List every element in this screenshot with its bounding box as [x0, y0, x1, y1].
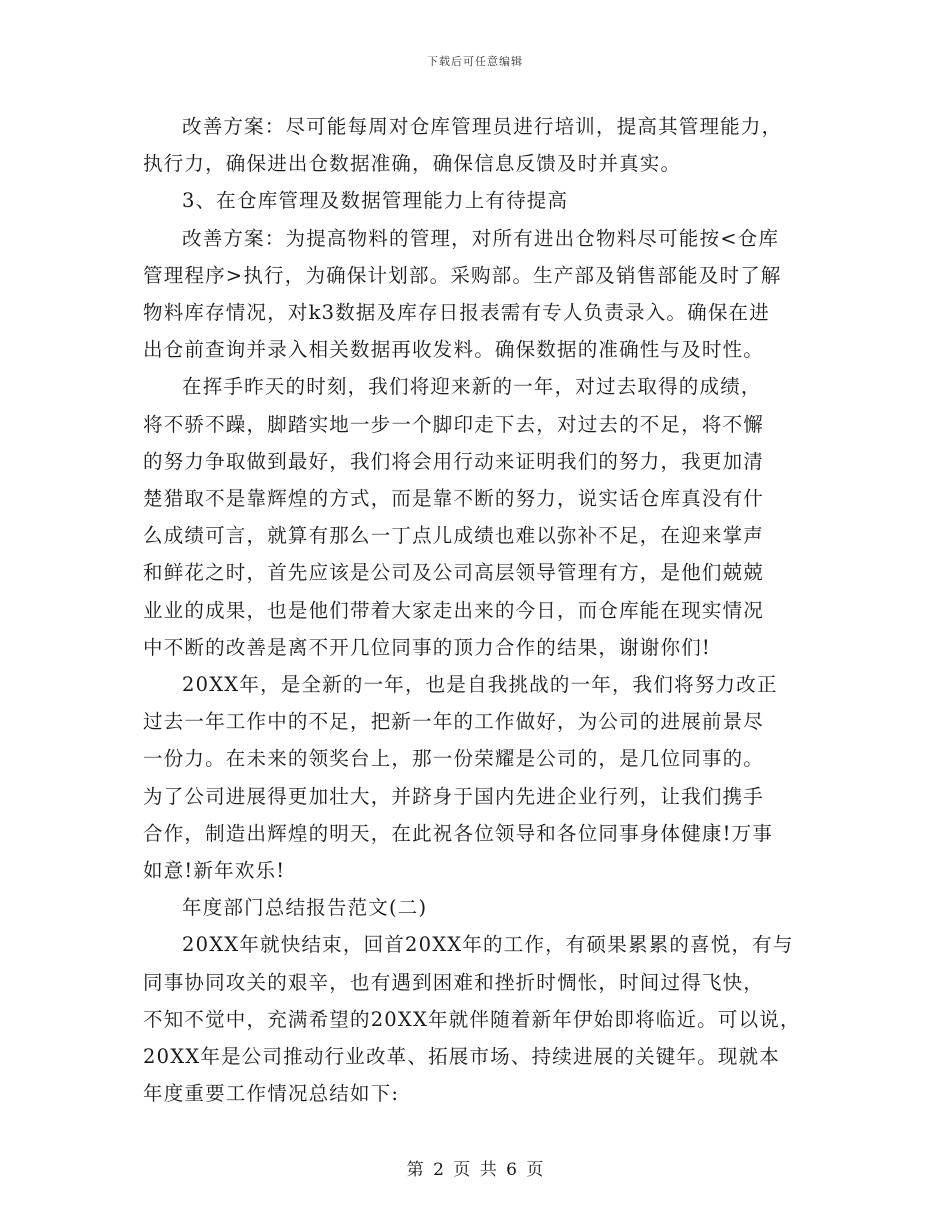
- paragraph: [143, 926, 811, 1112]
- text-line: 为了公司进展得更加壮大，并跻身于国内先进企业行列，让我们携手: [143, 784, 765, 808]
- text-line: 的努力争取做到最好，我们将会用行动来证明我们的努力，我更加清: [143, 449, 765, 473]
- text-line: 同事协同攻关的艰辛，也有遇到困难和挫折时惆怅，时间过得飞快，: [143, 970, 765, 994]
- text-line: 出仓前查询并录入相关数据再收发料。确保数据的准确性与及时性。: [143, 338, 765, 362]
- text-line: 20XX年，是全新的一年，也是自我挑战的一年，我们将努力改正: [182, 673, 778, 697]
- text-line: 年度重要工作情况总结如下:: [143, 1082, 400, 1106]
- text-line: 年度部门总结报告范文(二): [182, 896, 428, 920]
- text-line: 合作，制造出辉煌的明天，在此祝各位领导和各位同事身体健康!万事: [143, 821, 774, 845]
- text-line: 改善方案：为提高物料的管理，对所有进出仓物料尽可能按<仓库: [182, 226, 780, 250]
- text-line: 业业的成果，也是他们带着大家走出来的今日，而仓库能在现实情况: [143, 598, 765, 622]
- text-line: 执行力，确保进出仓数据准确，确保信息反馈及时并真实。: [143, 152, 682, 176]
- text-line: 20XX年就快结束，回首20XX年的工作，有硕果累累的喜悦，有与: [182, 933, 794, 957]
- paragraph: [143, 368, 811, 666]
- paragraph: [143, 666, 811, 889]
- text-line: 改善方案：尽可能每周对仓库管理员进行培训，提高其管理能力，: [182, 115, 783, 138]
- paragraph: [143, 108, 811, 182]
- text-line: 过去一年工作中的不足，把新一年的工作做好，为公司的进展前景尽: [143, 710, 765, 734]
- page-header: 下载后可任意编辑: [427, 55, 523, 68]
- text-line: 楚猎取不是靠辉煌的方式，而是靠不断的努力，说实话仓库真没有什: [143, 487, 765, 511]
- text-line: 管理程序>执行，为确保计划部。采购部。生产部及销售部能及时了解: [143, 263, 782, 287]
- text-line: 一份力。在未来的领奖台上，那一份荣耀是公司的，是几位同事的。: [143, 747, 765, 771]
- text-line: 在挥手昨天的时刻，我们将迎来新的一年，对过去取得的成绩，: [182, 375, 762, 399]
- paragraph: [143, 182, 811, 219]
- text-line: 20XX年是公司推动行业改革、拓展市场、持续进展的关键年。现就本: [143, 1045, 780, 1069]
- page-number: 第 2 页 共 6 页: [406, 1160, 544, 1180]
- text-line: 么成绩可言，就算有那么一丁点儿成绩也难以弥补不足，在迎来掌声: [143, 524, 765, 548]
- text-line: 中不断的改善是离不开几位同事的顶力合作的结果，谢谢你们!: [143, 635, 711, 659]
- section-heading: [143, 889, 811, 926]
- paragraph: [143, 220, 811, 369]
- document-body: [143, 108, 811, 1112]
- text-line: 不知不觉中，充满希望的20XX年就伴随着新年伊始即将临近。可以说，: [143, 1007, 801, 1031]
- text-line: 物料库存情况，对k3数据及库存日报表需有专人负责录入。确保在进: [143, 301, 770, 325]
- text-line: 和鲜花之时，首先应该是公司及公司高层领导管理有方，是他们兢兢: [143, 561, 765, 585]
- text-line: 如意!新年欢乐!: [143, 859, 286, 883]
- text-line: 3、在仓库管理及数据管理能力上有待提高: [182, 189, 569, 213]
- text-line: 将不骄不躁，脚踏实地一步一个脚印走下去，对过去的不足，将不懈: [143, 412, 765, 436]
